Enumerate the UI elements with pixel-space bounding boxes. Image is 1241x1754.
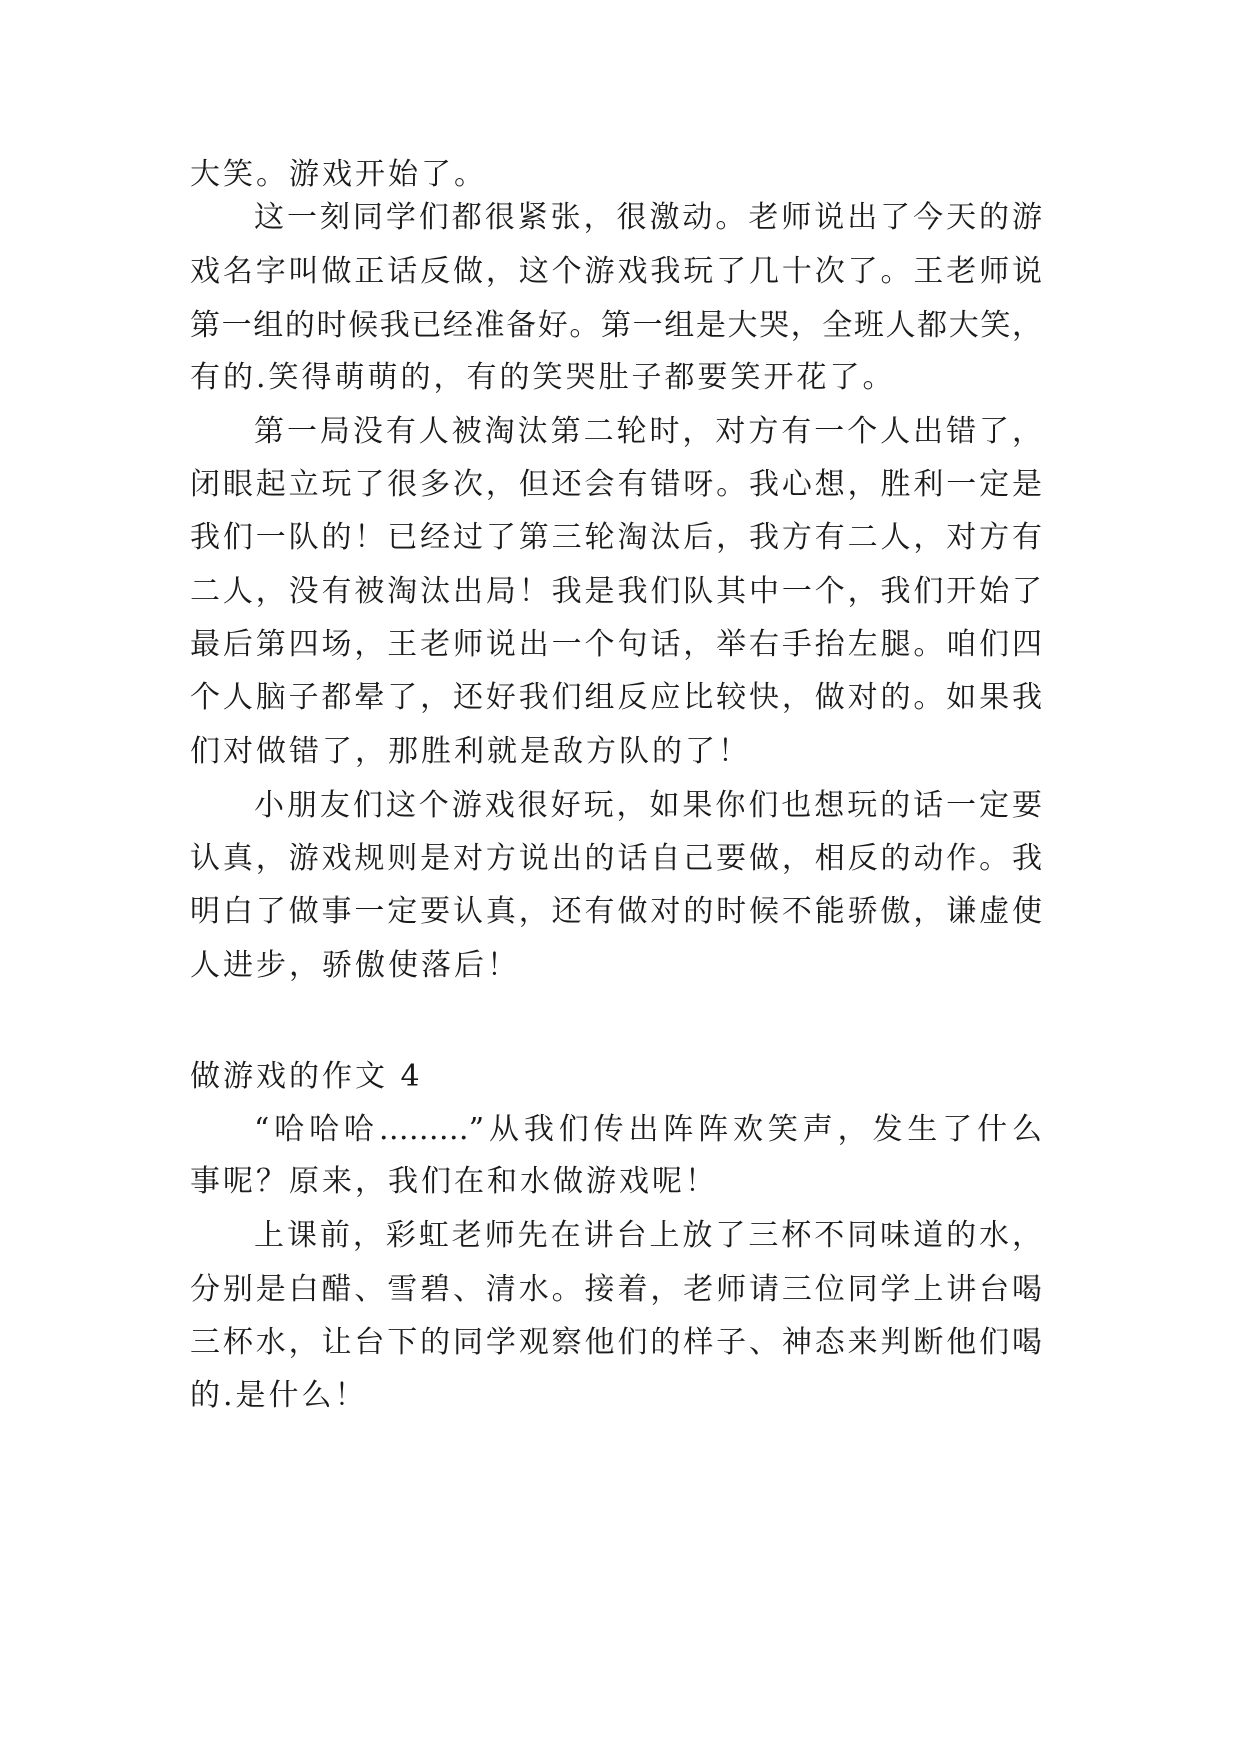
paragraph-line: 第一组的时候我已经准备好。第一组是大哭，全班人都大笑， [190,308,1042,343]
paragraph-line: 闭眼起立玩了很多次，但还会有错呀。我心想，胜利一定是 [190,467,1042,502]
paragraph-line: 上课前，彩虹老师先在讲台上放了三杯不同味道的水， [254,1218,1042,1253]
paragraph-line: 认真，游戏规则是对方说出的话自己要做，相反的动作。我 [190,841,1042,876]
section-heading: 做游戏的作文 4 [190,1059,423,1094]
paragraph-line: 小朋友们这个游戏很好玩，如果你们也想玩的话一定要 [254,788,1042,823]
paragraph-line: 大笑。游戏开始了。 [190,157,487,192]
paragraph-line: 有的.笑得萌萌的，有的笑哭肚子都要笑开花了。 [190,360,896,395]
paragraph-line: 最后第四场，王老师说出一个句话，举右手抬左腿。咱们四 [190,627,1042,662]
paragraph-line: 的.是什么！ [190,1378,368,1413]
paragraph-line: 们对做错了，那胜利就是敌方队的了！ [190,734,751,769]
paragraph-line: 第一局没有人被淘汰第二轮时，对方有一个人出错了， [254,414,1042,449]
paragraph-line: 个人脑子都晕了，还好我们组反应比较快，做对的。如果我 [190,680,1042,715]
paragraph-line: 二人，没有被淘汰出局！我是我们队其中一个，我们开始了 [190,574,1042,609]
paragraph-line: 分别是白醋、雪碧、清水。接着，老师请三位同学上讲台喝 [190,1272,1042,1307]
paragraph-line: 明白了做事一定要认真，还有做对的时候不能骄傲，谦虚使 [190,894,1042,929]
paragraph-line: 人进步，骄傲使落后！ [190,948,520,983]
paragraph-line: “哈哈哈………”从我们传出阵阵欢笑声，发生了什么 [254,1112,1042,1147]
paragraph-line: 戏名字叫做正话反做，这个游戏我玩了几十次了。王老师说 [190,254,1042,289]
paragraph-line: 事呢？原来，我们在和水做游戏呢！ [190,1164,718,1199]
paragraph-line: 三杯水，让台下的同学观察他们的样子、神态来判断他们喝 [190,1325,1042,1360]
paragraph-line: 我们一队的！已经过了第三轮淘汰后，我方有二人，对方有 [190,520,1042,555]
paragraph-line: 这一刻同学们都很紧张，很激动。老师说出了今天的游 [254,200,1042,235]
